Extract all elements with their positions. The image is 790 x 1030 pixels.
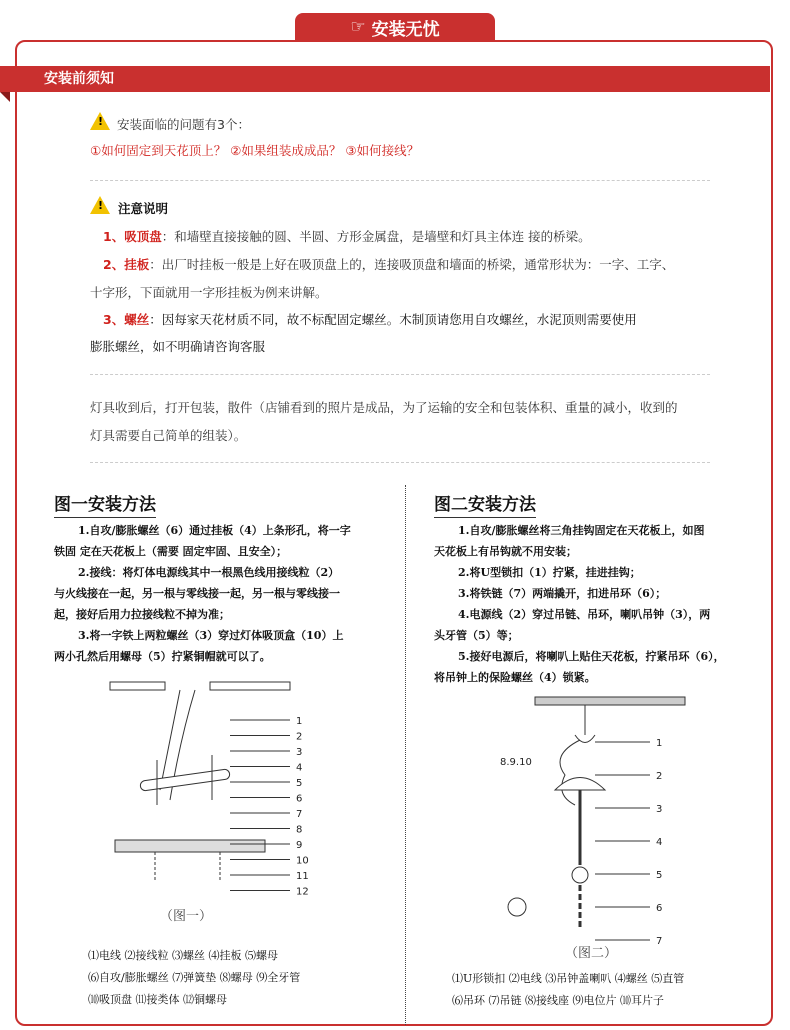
- warning-icon: !: [90, 112, 110, 130]
- ring-detail: [508, 898, 526, 916]
- method2-legend: ⑴U形锁扣 ⑵电线 ⑶吊钟盖喇叭 ⑷螺丝 ⑸直管 ⑹吊环 ⑺吊链 ⑻接线座 ⑼电位片 ⑽耳片子: [452, 972, 685, 1007]
- method1-caption: （图一）: [160, 909, 213, 924]
- note-item-1: 1、吸顶盘：和墙壁直接接触的圆、半圆、方形金属盘，是墙壁和灯具主体连 接的桥梁。: [103, 229, 591, 244]
- mounting-plate: [140, 769, 231, 791]
- callout-label: 1: [656, 738, 663, 749]
- callout-label: 8: [296, 824, 303, 836]
- callout-label: 6: [656, 903, 663, 914]
- note-item-2: 2、挂板：出厂时挂板一般是上好在吸顶盘上的，连接吸顶盘和墙面的桥梁，通常形状为：一字、工字、: [103, 257, 675, 272]
- method2-steps: 1.自攻/膨胀螺丝将三角挂钩固定在天花板上，如图 天花板上有吊钩就不用安装； 2.将U型锁扣（1）拧紧，挂进挂钩； 3.将铁链（7）两端撬开，扣进吊环（6）； 4.电源线（2）穿过吊链、吊环，喇叭吊钟（3），两 头牙管（5）等； 5.接好电源后，将喇叭上贴住天花板，拧紧吊环（6）， 将吊钟上的保险螺丝（4）锁紧。: [434, 524, 725, 684]
- method1-steps: 1.自攻/膨胀螺丝（6）通过挂板（4）上条形孔，将一字 铁固 定在天花板上（需要 固定牢固、且安全）； 2.接线：将灯体电源线其中一根黑色线用接线粒（2） 与火线接在一起，另一根与零线接一起，另一根与零线接一 起，接好后用力拉接线粒不掉为准； 3.将一字铁上两粒螺丝（3）穿过灯体吸顶盒（10）上 两小孔然后用螺母（5）拧紧铜帽就可以了。: [54, 524, 351, 663]
- callout-label: 5: [656, 870, 663, 881]
- method1-legend: ⑴电线 ⑵接线粒 ⑶螺丝 ⑷挂板 ⑸螺母 ⑹自攻/膨胀螺丝 ⑺弹簧垫 ⑻螺母 ⑼全牙管 ⑽吸顶盘 ⑾接类体 ⑿铜螺母: [88, 949, 301, 1006]
- callout-label: 7: [296, 809, 303, 820]
- banner-fold: [0, 92, 10, 102]
- divider: [90, 374, 710, 375]
- divider: [90, 180, 710, 181]
- warning-icon: !: [90, 196, 110, 214]
- callouts: [230, 716, 309, 898]
- ring: [572, 867, 588, 883]
- callout-label: 3: [296, 747, 303, 758]
- callout-label: 2: [296, 731, 303, 743]
- ceiling: [535, 697, 685, 705]
- callout-label: 7: [656, 936, 663, 947]
- note-item-3: 3、螺丝：因每家天花材质不同，故不标配固定螺丝。木制顶请您用自攻螺丝，水泥顶则需要使用: [103, 312, 637, 327]
- method2-diagram: [495, 695, 705, 947]
- callout-label: 2: [656, 771, 663, 782]
- header-title: 安装无忧: [371, 19, 440, 40]
- section-banner: 安装前须知: [0, 66, 770, 92]
- method1-diagram: [100, 680, 330, 898]
- method2-title: 图二安装方法: [434, 490, 536, 518]
- unpack-text-1: 灯具收到后，打开包装，散件（店铺看到的照片是成品，为了运输的安全和包装体积、重量的减小，收到的: [90, 400, 678, 415]
- callout-label: 1: [296, 716, 303, 727]
- wire: [560, 740, 580, 805]
- questions-text: ①如何固定到天花顶上？ ②如果组装成成品？ ③如何接线？: [90, 143, 420, 158]
- column-divider: [405, 485, 406, 1025]
- intro-text: 安装面临的问题有3个：: [117, 117, 250, 132]
- callout-label: 10: [296, 855, 309, 867]
- callout-label: 12: [296, 886, 309, 898]
- callout-label: 11: [296, 871, 309, 882]
- method2-caption: （图二）: [565, 946, 618, 961]
- ceiling-plate: [115, 840, 265, 852]
- note-title: 注意说明: [118, 201, 169, 216]
- unpack-text-2: 灯具需要自己简单的组装）。: [90, 428, 247, 443]
- pointer-hand-icon: ☞: [350, 17, 366, 37]
- callout-label: 4: [296, 762, 303, 774]
- method1-title: 图一安装方法: [54, 490, 156, 518]
- callouts: [595, 738, 662, 947]
- hook: [575, 705, 595, 743]
- header-tab: [295, 13, 495, 41]
- ceiling-left: [110, 682, 165, 690]
- callout-label: 9: [296, 840, 303, 851]
- ceiling-right: [210, 682, 290, 690]
- divider: [90, 462, 710, 463]
- callout-label: 6: [296, 793, 303, 805]
- note-item-3-cont: 膨胀螺丝，如不明确请咨询客服: [90, 339, 266, 354]
- callout-label: 5: [296, 778, 303, 789]
- side-label: 8.9.10: [500, 757, 532, 768]
- callout-label: 4: [656, 837, 663, 848]
- canopy: [555, 778, 605, 791]
- note-item-2-cont: 十字形，下面就用一字形挂板为例来讲解。: [90, 285, 328, 300]
- callout-label: 3: [656, 804, 663, 815]
